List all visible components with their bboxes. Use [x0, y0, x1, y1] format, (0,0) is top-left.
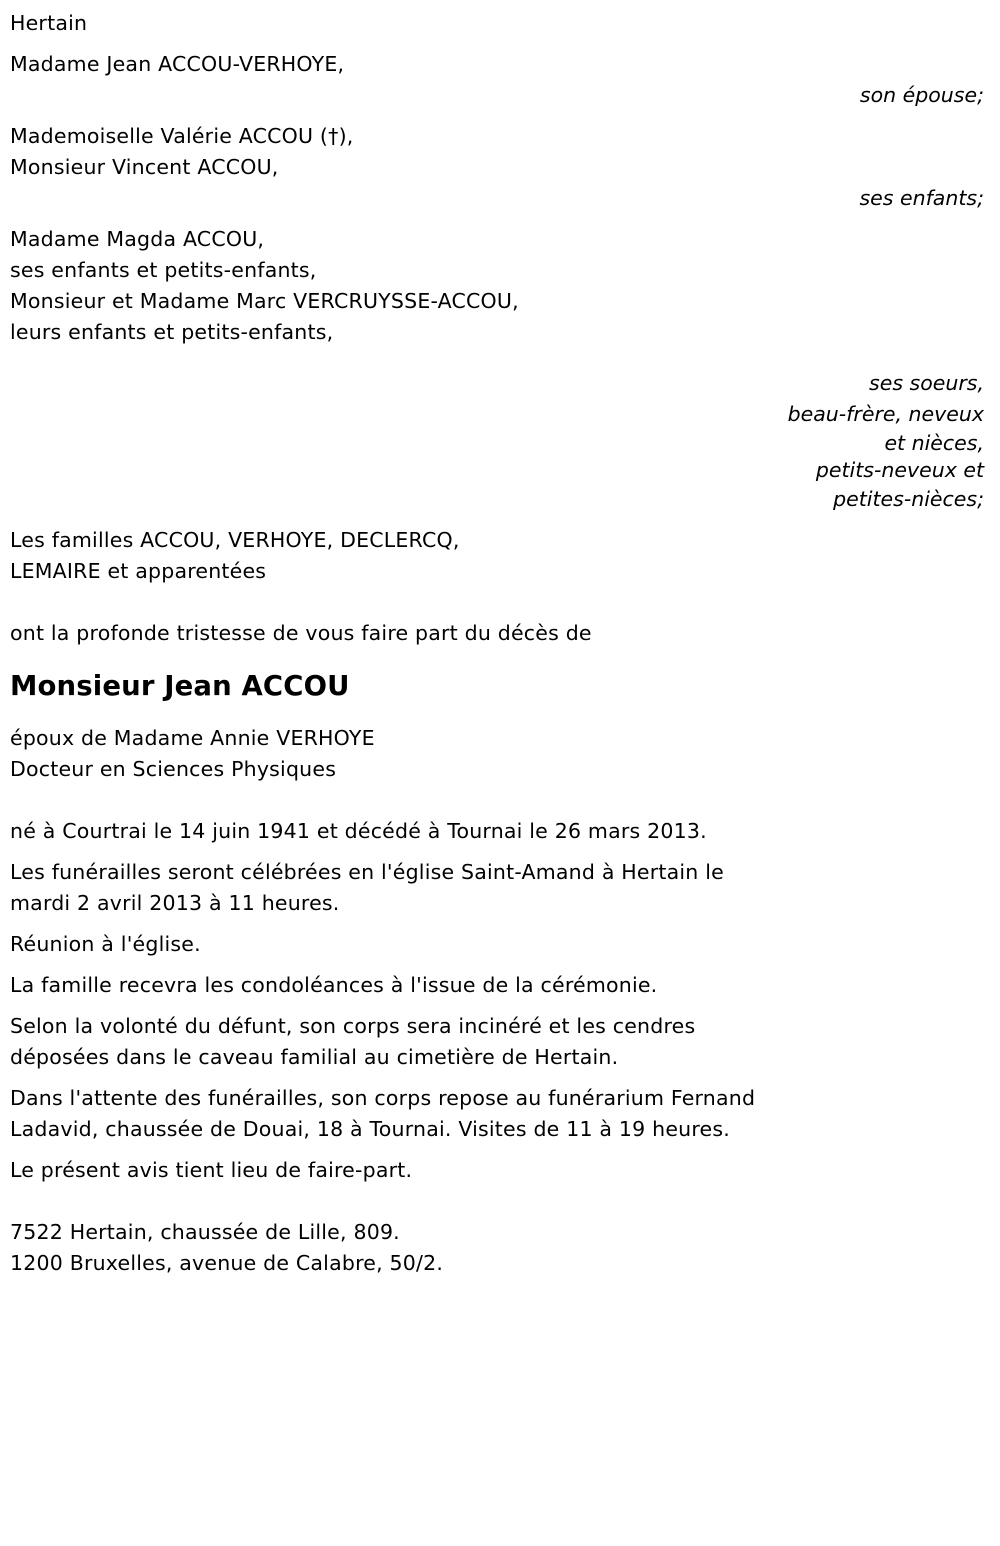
spacer [10, 214, 992, 224]
child-name-1: Mademoiselle Valérie ACCOU (†), [10, 124, 354, 148]
cremation-line-1: Selon la volonté du défunt, son corps sera incinéré et les cendres [10, 1014, 696, 1038]
spacer [10, 919, 992, 929]
spacer [10, 649, 992, 669]
funeral-home-line-2: Ladavid, chaussée de Douai, 18 à Tournai. Visites de 11 à 19 heures. [10, 1117, 730, 1141]
siblings-relation-line-3: et nièces, [884, 431, 984, 455]
siblings-relation-line-5: petites-nièces; [833, 487, 984, 511]
spacer [10, 1073, 992, 1083]
siblings-relation-line-4: petits-neveux et [815, 458, 984, 482]
spouse-name: Madame Jean ACCOU-VERHOYE, [10, 52, 345, 76]
child-name-2: Monsieur Vincent ACCOU, [10, 155, 279, 179]
siblings-relation-line-1: ses soeurs, [869, 371, 984, 395]
birth-death-line: né à Courtrai le 14 juin 1941 et décédé à Tournai le 26 mars 2013. [10, 819, 707, 843]
families-line-1: Les familles ACCOU, VERHOYE, DECLERCQ, [10, 528, 460, 552]
spacer [10, 847, 992, 857]
deceased-title-line: Docteur en Sciences Physiques [10, 757, 337, 781]
condolences-line: La famille recevra les condoléances à l'issue de la cérémonie. [10, 973, 658, 997]
spacer [10, 1186, 992, 1217]
spacer [10, 39, 992, 49]
announcement-text: ont la profonde tristesse de vous faire part du décès de [10, 621, 592, 645]
spouse-relation-label: son épouse; [859, 83, 984, 107]
address-line-2: 1200 Bruxelles, avenue de Calabre, 50/2. [10, 1251, 444, 1275]
cremation-line-2: déposées dans le caveau familial au cimetière de Hertain. [10, 1045, 619, 1069]
spacer [10, 111, 992, 121]
spacer [10, 785, 992, 816]
notice-statement-line: Le présent avis tient lieu de faire-part. [10, 1158, 413, 1182]
gathering-line: Réunion à l'église. [10, 932, 201, 956]
spacer [10, 960, 992, 970]
spacer [10, 1001, 992, 1011]
spacer [10, 515, 992, 525]
sibling-descendants-1: ses enfants et petits-enfants, [10, 258, 317, 282]
spacer [10, 703, 992, 723]
spacer [10, 1145, 992, 1155]
address-line-1: 7522 Hertain, chaussée de Lille, 809. [10, 1220, 400, 1244]
families-line-2: LEMAIRE et apparentées [10, 559, 267, 583]
locality: Hertain [10, 11, 88, 35]
sibling-name-2: Monsieur et Madame Marc VERCRUYSSE-ACCOU, [10, 289, 519, 313]
sibling-name-1: Madame Magda ACCOU, [10, 227, 265, 251]
children-relation-label: ses enfants; [859, 186, 984, 210]
funeral-home-line-1: Dans l'attente des funérailles, son corps repose au funérarium Fernand [10, 1086, 756, 1110]
funeral-line-1: Les funérailles seront célébrées en l'église Saint-Amand à Hertain le [10, 860, 724, 884]
deceased-name: Monsieur Jean ACCOU [10, 670, 350, 702]
spacer [10, 348, 992, 368]
funeral-line-2: mardi 2 avril 2013 à 11 heures. [10, 891, 340, 915]
spacer [10, 587, 992, 618]
siblings-relation-line-2: beau-frère, neveux [787, 402, 984, 426]
sibling-descendants-2: leurs enfants et petits-enfants, [10, 320, 334, 344]
deceased-spouse-line: époux de Madame Annie VERHOYE [10, 726, 375, 750]
